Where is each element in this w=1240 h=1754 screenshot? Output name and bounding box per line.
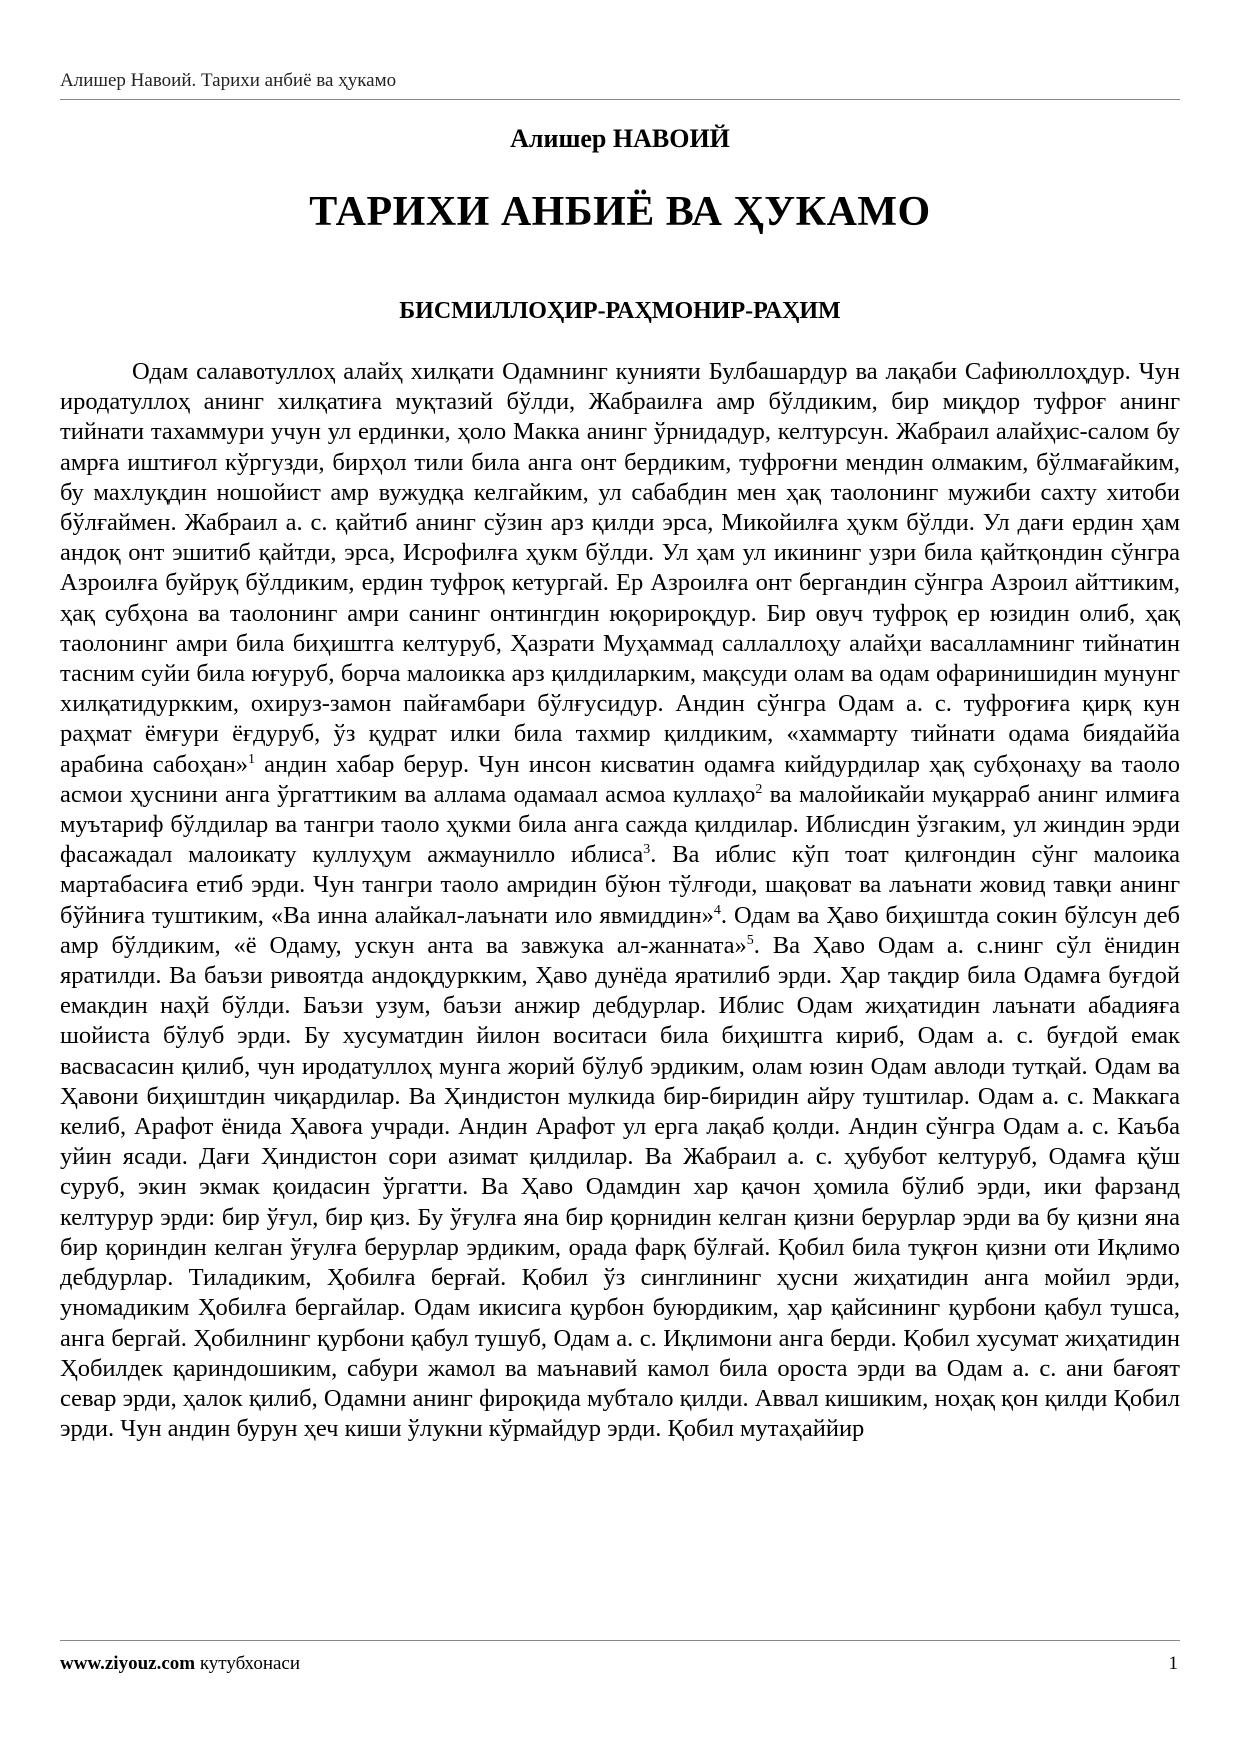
body-text-segment: . Одам ва Ҳаво биҳиштда сокин бўлсун деб амр бўлдиким, «ё Одаму, ускун анта ва завжука ал-жанната» xyxy=(60,901,1180,959)
footnote-ref[interactable]: 4 xyxy=(713,902,721,918)
footer-label: кутубхонаси xyxy=(195,1653,301,1674)
footnote-ref[interactable]: 3 xyxy=(643,842,651,858)
basmala-heading: БИСМИЛЛОҲИР-РАҲМОНИР-РАҲИМ xyxy=(399,298,841,324)
body-text-segment: андин хабар берур. Чун инсон кисватин одамға кийдурдилар ҳақ субҳонаҳу ва таоло асмои ҳуснини анга ўргаттиким ва аллама одамаал асмоа куллаҳо xyxy=(60,750,1181,808)
body-text-segment: Одам салавотуллоҳ алайҳ хилқати Одамнинг кунияти Булбашардур ва лақаби Сафиюллоҳдур. Чун иродатуллоҳ анинг хилқатиға муқтазий бўлди, Жабраилға амр бўлдиким, бир миқдор туфроғ анинг тийнати тахаммури учун ул ердинки, ҳоло Макка анинг ўрнидадур, келтурсун. Жабраил алайҳис-салом бу амрға иштиғол кўргузди, бирҳол тили била анга онт бердиким, туфроғни мендин олмаким, бўлмағайким, бу махлуқдин ношойист амр вужудқа келгайким, ул сабабдин мен ҳақ таолонинг мужиби сахту хитоби бўлғаймен. Жабраил а. с. қайтиб анинг сўзин арз қилди эрса, Микойилға ҳукм бўлди. Ул дағи ердин ҳам андоқ онт эшитиб қайтди, эрса, Исрофилға ҳукм бўлди. Ул ҳам ул икининг узри била қайтқондин сўнгра Азроилға буйруқ бўлдиким, ердин туфроқ кетургай. Ер Азроилға онт бергандин сўнгра Азроил айттиким, ҳақ субҳона ва таолонинг амри санинг онтингдин юқорироқдур. Бир овуч туфроқ ер юзидин олиб, ҳақ таолонинг амри била биҳиштга келтуруб, Ҳазрати Муҳаммад саллаллоҳу алайҳи васалламнинг тийнатин тасним суйи била юғуруб, борча малоикка арз қилдиларким, мақсуди олам ва одам офаринишидин мунунг хилқатидуркким, охируз-замон пайғамбари бўлғусидур. Андин сўнгра Одам а. с. туфроғиға қирқ кун раҳмат ёмғури ёғдуруб, ўз қудрат илки била тахмир қилдиким, «хаммарту тийнати одама биядаййа арабина сабоҳан» xyxy=(60,358,1180,778)
footnote-ref[interactable]: 1 xyxy=(247,751,255,767)
document-title: ТАРИХИ АНБИЁ ВА ҲУКАМО xyxy=(309,189,931,235)
page-footer xyxy=(60,1653,1180,1675)
body-paragraph xyxy=(60,357,1180,1444)
footnote-ref[interactable]: 2 xyxy=(755,781,763,797)
footer-rule xyxy=(60,1640,1180,1641)
footnote-ref[interactable]: 5 xyxy=(746,932,754,948)
body-text-segment: . Ва иблис кўп тоат қилғондин сўнг малоика мартабасиға етиб эрди. Чун тангри таоло амридин бўюн тўлғоди, шақоват ва лаънати жовид тавқи анинг бўйниға туштиким, «Ва инна алайкал-лаънати ило явмиддин» xyxy=(60,841,1180,929)
author-name: Алишер НАВОИЙ xyxy=(510,124,730,153)
body-text-segment: . Ва Ҳаво Одам а. с.нинг сўл ёнидин яратилди. Ва баъзи ривоятда андоқдуркким, Ҳаво дунёда яратилиб эрди. Ҳар тақдир била Одамға буғдой емакдин наҳй бўлди. Баъзи узум, баъзи анжир дебдурлар. Иблис Одам жиҳатидин лаънати абадияға шойиста бўлуб эрди. Бу хусуматдин йилон воситаси била биҳиштга кириб, Одам а. с. буғдой емак васвасасин қилиб, чун иродатуллоҳ мунга жорий бўлуб эрдиким, олам юзин Одам авлоди тутқай. Одам ва Ҳавони биҳиштдин чиқардилар. Ва Ҳиндистон мулкида бир-биридин айру туштилар. Одам а. с. Маккага келиб, Арафот ёнида Ҳавоға учради. Андин Арафот ул ерга лақаб қолди. Андин сўнгра Одам а. с. Каъба уйин ясади. Дағи Ҳиндистон сори азимат қилдилар. Ва Жабраил а. с. ҳубубот келтуруб, Одамға қўш суруб, экин экмак қоидасин ўргатти. Ва Ҳаво Одамдин хар қачон ҳомила бўлиб эрди, ики фарзанд келтурур эрди: бир ўғул, бир қиз. Бу ўғулға яна бир қорнидин келган қизни берурлар эрди ва бу қизни яна бир қориндин келган ўғулға берурлар эрдиким, орада фарқ бўлғай. Қобил била туқғон қизни оти Иқлимо дебдурлар. Тиладиким, Ҳобилға берғай. Қобил ўз синглининг ҳусни жиҳатидин анга мойил эрди, уномадиким Ҳобилға бергайлар. Одам икисига қурбон буюрдиким, ҳар қайсининг қурбони қабул тушса, анга бергай. Ҳобилнинг қурбони қабул тушуб, Одам а. с. Иқлимони анга берди. Қобил хусумат жиҳатидин Ҳобилдек қариндошиким, сабури жамол ва маънавий камол била ороста эрди ва Одам а. с. ани бағоят севар эрди, ҳалок қилиб, Одамни анинг фироқида мубтало қилди. Аввал кишиким, ноҳақ қон қилди Қобил эрди. Чун андин бурун ҳеч киши ўлукни кўрмайдур эрди. Қобил мутаҳаййир xyxy=(60,931,1180,1443)
header-rule xyxy=(60,99,1180,100)
running-header: Алишер Навоий. Тарихи анбиё ва ҳукамо xyxy=(60,70,397,91)
footer-site-link[interactable]: www.ziyouz.com xyxy=(60,1653,196,1674)
page-number: 1 xyxy=(1168,1653,1178,1674)
body-text-segment: ва малойикайи муқарраб анинг илмиға муътариф бўлдилар ва тангри таоло ҳукми била анга сажда қилдилар. Иблисдин ўзгаким, ул жиндин эрди фасажадал малоикату куллуҳум ажмаунилло иблиса xyxy=(60,780,1180,869)
